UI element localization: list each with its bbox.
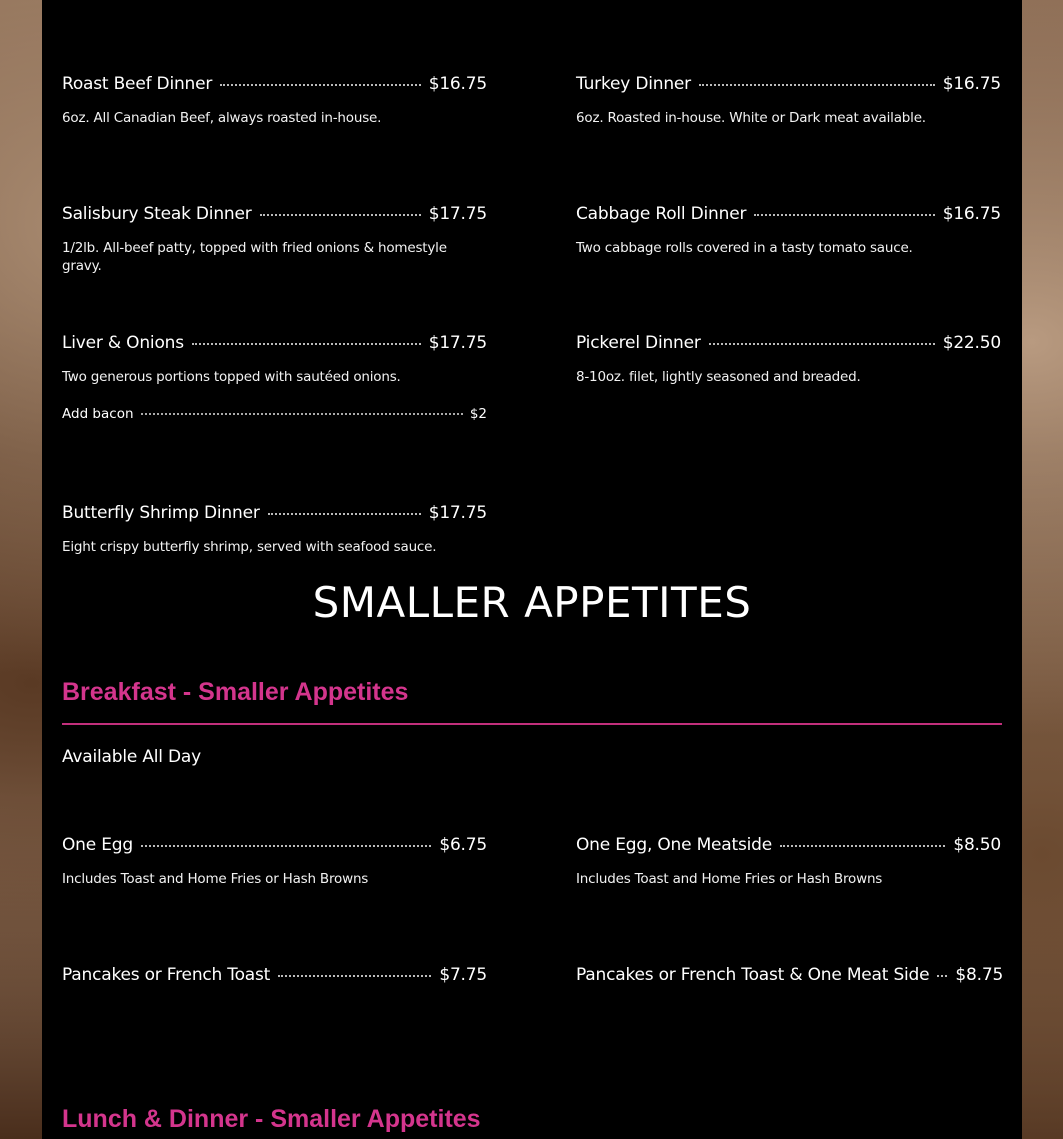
category-note: Available All Day <box>62 747 201 767</box>
dot-leader <box>268 513 421 515</box>
dot-leader <box>780 845 945 847</box>
item-price: $16.75 <box>942 74 1001 94</box>
dot-leader <box>260 214 421 216</box>
dot-leader <box>220 84 421 86</box>
item-price: $6.75 <box>439 835 487 855</box>
menu-item <box>62 203 487 275</box>
category-divider <box>62 723 1002 725</box>
dot-leader <box>278 975 431 977</box>
item-description: 8-10oz. filet, lightly seasoned and breaded. <box>576 369 861 385</box>
item-description: Two generous portions topped with sautéed onions. <box>62 369 401 385</box>
item-name: One Egg <box>62 835 133 855</box>
item-price: $8.50 <box>953 835 1001 855</box>
item-description: 6oz. All Canadian Beef, always roasted in-house. <box>62 110 382 126</box>
item-name: Salisbury Steak Dinner <box>62 204 252 224</box>
menu-item <box>62 73 487 127</box>
dot-leader <box>141 845 431 847</box>
menu-item <box>62 834 487 888</box>
item-price: $8.75 <box>955 965 1004 985</box>
item-price: $17.75 <box>428 333 487 353</box>
item-name: Liver & Onions <box>62 333 184 353</box>
menu-item <box>62 332 487 422</box>
section-title: SMALLER APPETITES <box>312 578 752 627</box>
dot-leader <box>141 413 463 415</box>
addon-price: $2 <box>469 406 487 422</box>
item-name: Roast Beef Dinner <box>62 74 213 94</box>
menu-panel <box>42 0 1022 1139</box>
menu-content <box>62 0 1002 1139</box>
item-name: Pancakes or French Toast <box>62 965 271 985</box>
dot-leader <box>754 214 934 216</box>
item-description: 6oz. Roasted in-house. White or Dark meat available. <box>576 110 926 126</box>
item-name: Turkey Dinner <box>576 74 691 94</box>
item-price: $16.75 <box>942 204 1001 224</box>
menu-item <box>576 964 1004 986</box>
item-description: 1/2lb. All-beef patty, topped with fried onions & homestyle gravy. <box>62 240 447 274</box>
addon-label: Add bacon <box>62 406 134 422</box>
item-description: Two cabbage rolls covered in a tasty tomato sauce. <box>576 240 913 256</box>
item-price: $22.50 <box>942 333 1001 353</box>
dot-leader <box>937 975 947 977</box>
item-price: $17.75 <box>428 503 487 523</box>
menu-item <box>576 834 1001 888</box>
category-title-lunch: Lunch & Dinner - Smaller Appetites <box>62 1105 481 1133</box>
menu-item <box>62 964 487 986</box>
dot-leader <box>699 84 935 86</box>
item-description: Includes Toast and Home Fries or Hash Browns <box>576 871 883 887</box>
dot-leader <box>192 343 421 345</box>
item-price: $7.75 <box>439 965 487 985</box>
item-name: Pancakes or French Toast & One Meat Side <box>576 965 930 985</box>
menu-item <box>576 73 1001 127</box>
menu-item <box>62 502 487 556</box>
item-name: Cabbage Roll Dinner <box>576 204 747 224</box>
item-name: Butterfly Shrimp Dinner <box>62 503 260 523</box>
item-price: $16.75 <box>428 74 487 94</box>
addon-row <box>62 406 487 422</box>
item-description: Eight crispy butterfly shrimp, served with seafood sauce. <box>62 539 437 555</box>
item-price: $17.75 <box>428 204 487 224</box>
menu-item <box>576 203 1001 257</box>
item-name: Pickerel Dinner <box>576 333 701 353</box>
dot-leader <box>709 343 935 345</box>
item-name: One Egg, One Meatside <box>576 835 773 855</box>
item-description: Includes Toast and Home Fries or Hash Browns <box>62 871 369 887</box>
menu-item <box>576 332 1001 386</box>
category-title-breakfast: Breakfast - Smaller Appetites <box>62 678 409 706</box>
